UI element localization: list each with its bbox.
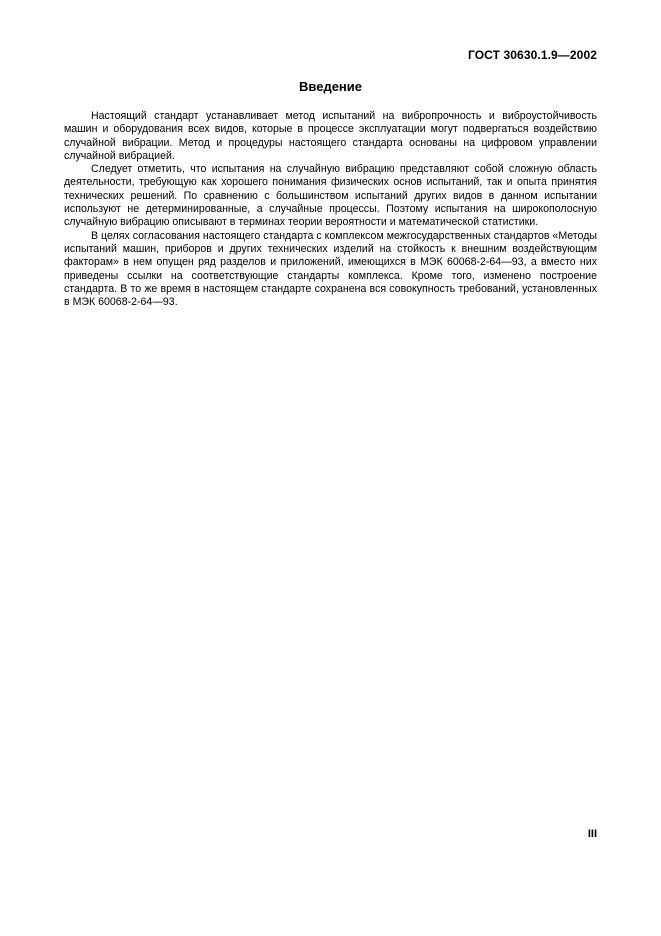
paragraph-2: Следует отметить, что испытания на случайную вибрацию представляют собой сложную область деятельности, требующую как хорошего понимания физических основ испытаний, так и опыта принятия технических решений. По сравнению с большинством испытаний других видов в данном испытании используют не детерминированные, а случайные процессы. Поэтому испытания на широкополосную случайную вибрацию описывают в терминах теории вероятности и математической статистики. <box>64 163 597 229</box>
paragraph-3: В целях согласования настоящего стандарта с комплексом межгосударственных стандартов «Методы испытаний машин, приборов и других технических изделий на стойкость к внешним воздействующим факторам» в нем опущен ряд разделов и приложений, имеющихся в МЭК 60068-2-64—93, а вместо них приведены ссылки на соответствующие стандарты комплекса. Кроме того, изменено построение стандарта. В то же время в настоящем стандарте сохранена вся совокупность требований, установленных в МЭК 60068-2-64—93. <box>64 229 597 309</box>
body-text <box>64 110 597 309</box>
page-number: III <box>587 828 597 840</box>
document-code-header: ГОСТ 30630.1.9—2002 <box>468 48 597 62</box>
paragraph-1: Настоящий стандарт устанавливает метод испытаний на вибропрочность и виброустойчивость машин и оборудования всех видов, которые в процессе эксплуатации могут подвергаться воздействию случайной вибрации. Метод и процедуры настоящего стандарта основаны на цифровом управлении случайной вибрацией. <box>64 110 597 162</box>
section-title: Введение <box>299 79 362 94</box>
